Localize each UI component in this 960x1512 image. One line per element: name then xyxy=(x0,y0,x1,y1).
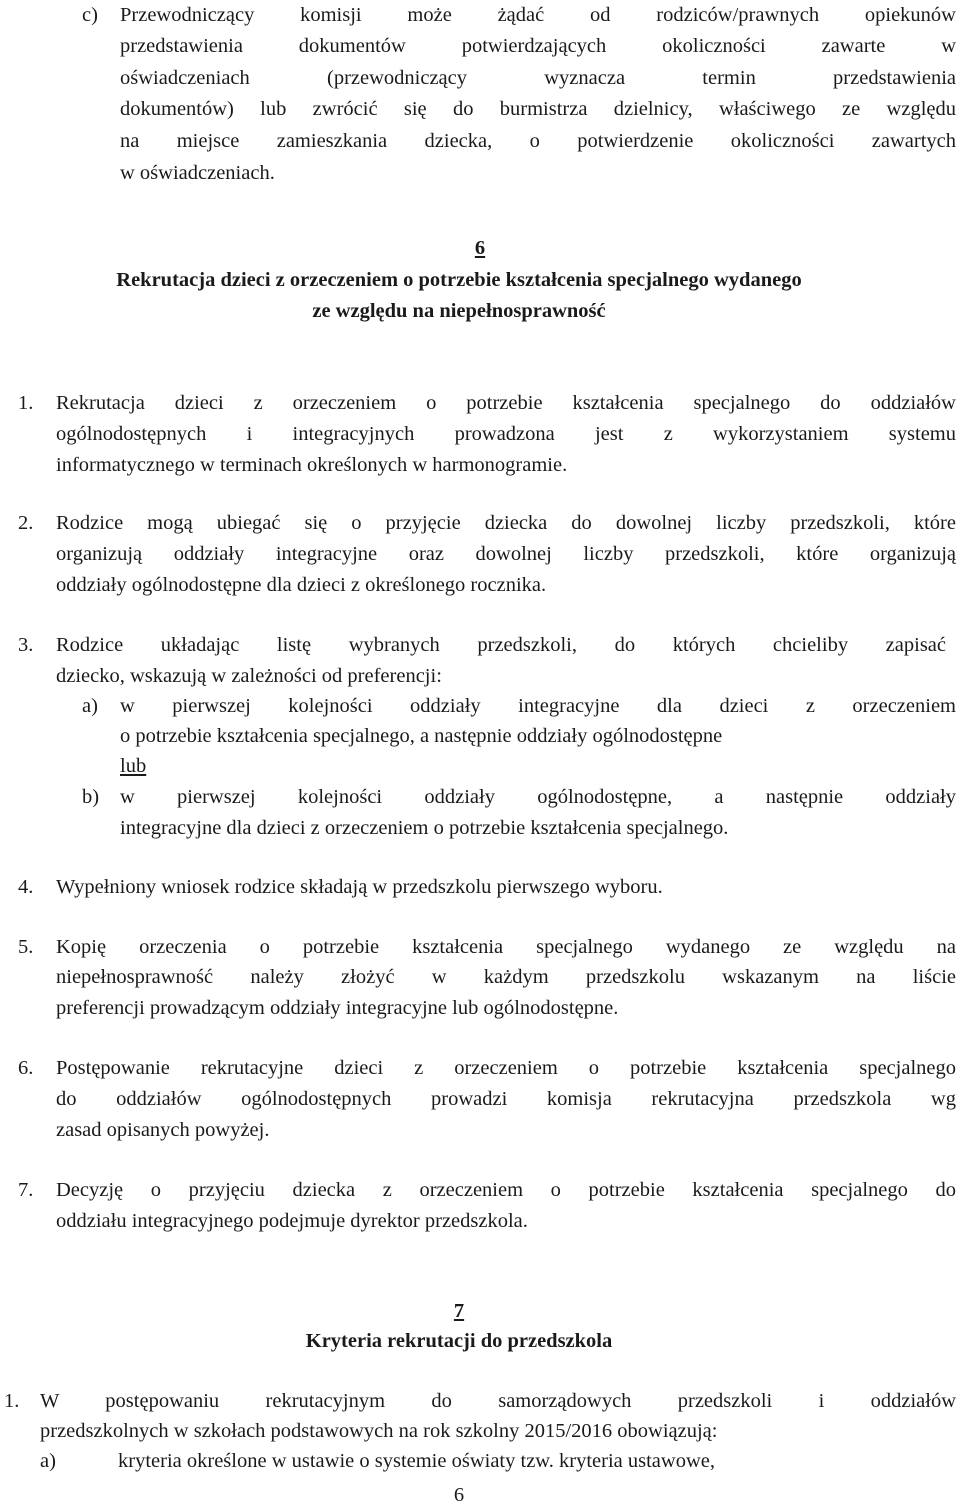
sub-item-b-label: b) xyxy=(82,786,100,808)
item-c-line-5: na miejsce zamieszkania dziecka, o potwierdzenie okoliczności zawartych xyxy=(120,130,956,152)
point-5-line-2: niepełnosprawność należy złożyć w każdym przedszkolu wskazanym na liście xyxy=(56,966,956,988)
sub-item-a-line-2: o potrzebie kształcenia specjalnego, a następnie oddziały ogólnodostępne xyxy=(120,725,723,747)
sub-item-a-line-1: w pierwszej kolejności oddziały integracyjne dla dzieci z orzeczeniem xyxy=(120,695,956,717)
point-number: 1. xyxy=(4,1390,20,1412)
point-2-line-3: oddziały ogólnodostępne dla dzieci z określonego rocznika. xyxy=(56,574,547,596)
sub-item-b-line-2: integracyjne dla dzieci z orzeczeniem o potrzebie kształcenia specjalnego. xyxy=(120,817,729,839)
point-5-line-3: preferencji prowadzącym oddziały integracyjne lub ogólnodostępne. xyxy=(56,997,619,1019)
sub-item-a-label: a) xyxy=(82,695,98,717)
point-7-line-2: oddziału integracyjnego podejmuje dyrektor przedszkola. xyxy=(56,1210,528,1232)
item-c-line-2: przedstawienia dokumentów potwierdzających okoliczności zawarte w xyxy=(120,35,956,57)
point-number: 6. xyxy=(18,1057,34,1079)
point-3-line-2: dziecko, wskazują w zależności od preferencji: xyxy=(56,665,442,687)
point-2-line-2: organizują oddziały integracyjne oraz dowolnej liczby przedszkoli, które organizują xyxy=(56,543,956,565)
point-6-line-1: Postępowanie rekrutacyjne dzieci z orzeczeniem o potrzebie kształcenia specjalnego xyxy=(56,1057,956,1079)
sub-item-a-label: a) xyxy=(40,1450,56,1472)
sub-item-b-line-1: w pierwszej kolejności oddziały ogólnodostępne, a następnie oddziały xyxy=(120,786,956,808)
point-2-line-1: Rodzice mogą ubiegać się o przyjęcie dziecka do dowolnej liczby przedszkoli, które xyxy=(56,512,956,534)
item-c-line-6: w oświadczeniach. xyxy=(120,162,275,184)
point-1-line-1: Rekrutacja dzieci z orzeczeniem o potrzebie kształcenia specjalnego do oddziałów xyxy=(56,392,956,414)
section-7-title: Kryteria rekrutacji do przedszkola xyxy=(305,1330,613,1352)
point-number: 3. xyxy=(18,634,34,656)
item-c-line-3: oświadczeniach (przewodniczący wyznacza termin przedstawienia xyxy=(120,67,956,89)
section-7-sub-item-a: kryteria określone w ustawie o systemie oświaty tzw. kryteria ustawowe, xyxy=(118,1450,715,1472)
point-5-line-1: Kopię orzeczenia o potrzebie kształcenia specjalnego wydanego ze względu na xyxy=(56,936,956,958)
section-7-symbol: 7 xyxy=(453,1300,465,1322)
point-number: 2. xyxy=(18,512,34,534)
point-6-line-2: do oddziałów ogólnodostępnych prowadzi komisja rekrutacyjna przedszkola wg xyxy=(56,1088,956,1110)
section-7-point-1-line-2: przedszkolnych w szkołach podstawowych na rok szkolny 2015/2016 obowiązują: xyxy=(40,1420,718,1442)
item-c-line-4: dokumentów) lub zwrócić się do burmistrza dzielnicy, właściwego ze względu xyxy=(120,98,956,120)
point-number: 4. xyxy=(18,876,34,898)
point-3-line-1: Rodzice układając listę wybranych przedszkoli, do których chcieliby zapisać xyxy=(56,634,946,656)
point-number: 1. xyxy=(18,392,34,414)
point-1-line-3: informatycznego w terminach określonych w harmonogramie. xyxy=(56,454,568,476)
point-7-line-1: Decyzję o przyjęciu dziecka z orzeczeniem o potrzebie kształcenia specjalnego do xyxy=(56,1179,956,1201)
point-1-line-2: ogólnodostępnych i integracyjnych prowadzona jest z wykorzystaniem systemu xyxy=(56,423,956,445)
point-number: 5. xyxy=(18,936,34,958)
section-6-title-line-1: Rekrutacja dzieci z orzeczeniem o potrzebie kształcenia specjalnego wydanego xyxy=(116,269,802,291)
point-number: 7. xyxy=(18,1179,34,1201)
section-6-symbol: 6 xyxy=(474,237,486,259)
section-6-title-line-2: ze względu na niepełnosprawność xyxy=(312,300,606,322)
or-connector: lub xyxy=(120,755,147,777)
section-7-point-1-line-1: W postępowaniu rekrutacyjnym do samorządowych przedszkoli i oddziałów xyxy=(40,1390,956,1412)
item-c-line-1: Przewodniczący komisji może żądać od rodziców/prawnych opiekunów xyxy=(120,4,956,26)
page-number: 6 xyxy=(453,1484,465,1506)
point-4-line-1: Wypełniony wniosek rodzice składają w przedszkolu pierwszego wyboru. xyxy=(56,876,663,898)
point-6-line-3: zasad opisanych powyżej. xyxy=(56,1119,270,1141)
item-c-label: c) xyxy=(82,4,98,26)
